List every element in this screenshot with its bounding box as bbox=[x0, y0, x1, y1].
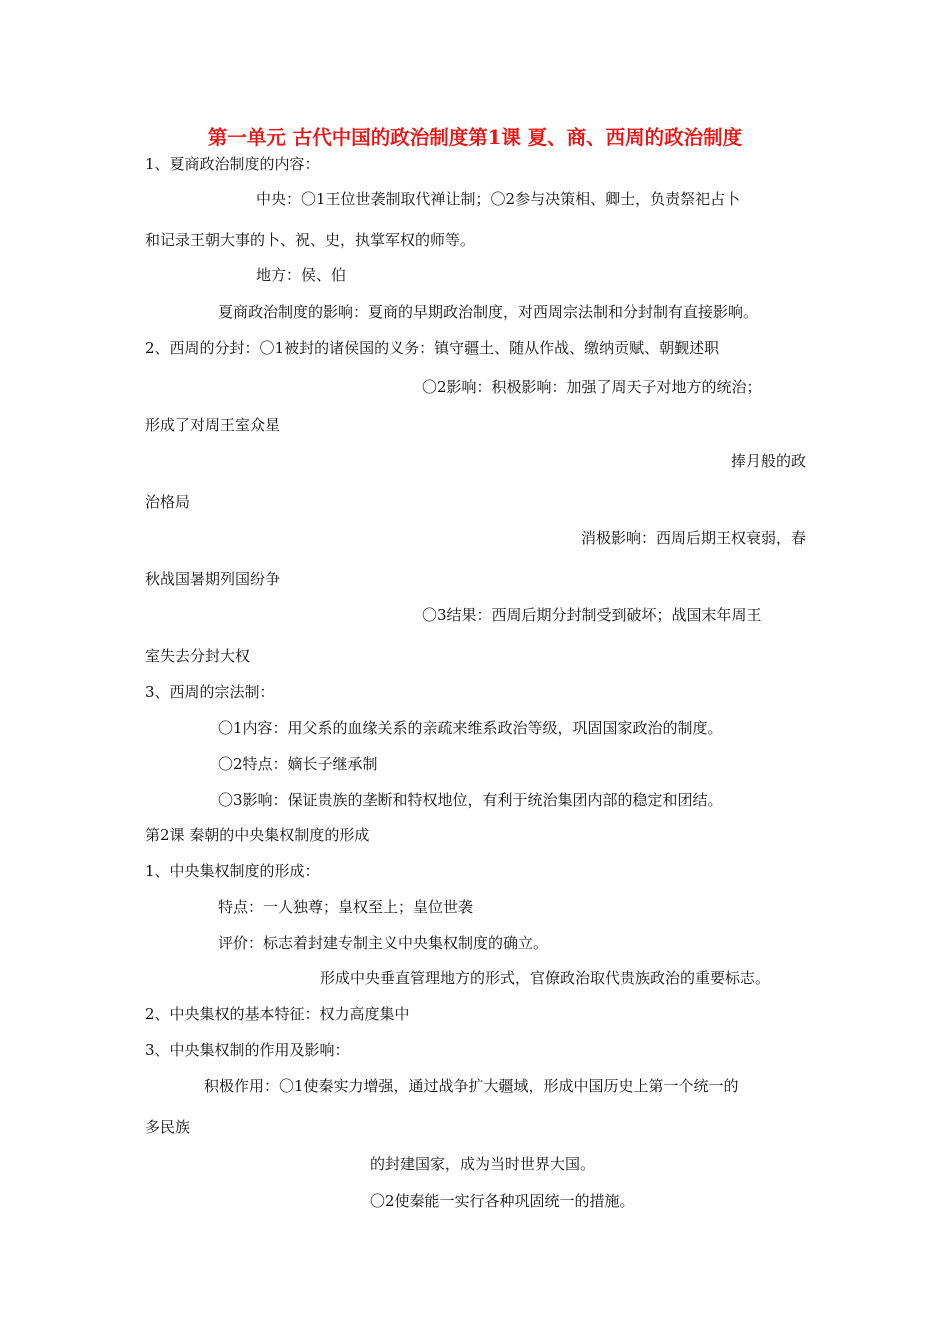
text-line: 消极影响：西周后期王权衰弱，春 bbox=[580, 529, 806, 547]
text-line: 〇2特点：嫡长子继承制 bbox=[218, 755, 378, 773]
text-line: 2、西周的分封：〇1被封的诸侯国的义务：镇守疆土、随从作战、缴纳贡赋、朝觐述职 bbox=[145, 339, 720, 357]
text-line: 形成中央垂直管理地方的形式，官僚政治取代贵族政治的重要标志。 bbox=[320, 969, 771, 987]
text-line: 的封建国家，成为当时世界大国。 bbox=[370, 1155, 596, 1173]
text-line: 治格局 bbox=[145, 493, 191, 511]
document-title: 第一单元 古代中国的政治制度第1课 夏、商、西周的政治制度 bbox=[207, 126, 743, 149]
text-line: 2、中央集权的基本特征：权力高度集中 bbox=[145, 1005, 410, 1023]
text-line: 3、中央集权制的作用及影响： bbox=[145, 1041, 350, 1059]
text-line: 3、西周的宗法制： bbox=[145, 683, 275, 701]
text-line: 地方：侯、伯 bbox=[256, 266, 347, 284]
text-line: 评价：标志着封建专制主义中央集权制度的确立。 bbox=[218, 934, 549, 952]
text-line: 〇1内容：用父系的血缘关系的亲疏来维系政治等级，巩固国家政治的制度。 bbox=[218, 719, 723, 737]
text-line: 中央：〇1王位世袭制取代禅让制；〇2参与决策相、卿士，负责祭祀占卜 bbox=[256, 190, 741, 208]
text-line: 多民族 bbox=[145, 1118, 191, 1136]
text-line: 特点：一人独尊；皇权至上；皇位世袭 bbox=[218, 898, 474, 916]
text-line: 〇3影响：保证贵族的垄断和特权地位，有利于统治集团内部的稳定和团结。 bbox=[218, 791, 723, 809]
text-line: 形成了对周王室众星 bbox=[145, 416, 281, 434]
text-line: 捧月般的政 bbox=[730, 452, 806, 470]
text-line: 积极作用：〇1使秦实力增强，通过战争扩大疆域，形成中国历史上第一个统一的 bbox=[204, 1077, 739, 1095]
text-line: 〇2使秦能一实行各种巩固统一的措施。 bbox=[370, 1192, 635, 1210]
text-line: 和记录王朝大事的卜、祝、史，执掌军权的师等。 bbox=[145, 231, 476, 249]
text-line: 秋战国暑期列国纷争 bbox=[145, 570, 281, 588]
text-line: 第2课 秦朝的中央集权制度的形成 bbox=[145, 826, 370, 844]
text-line: 夏商政治制度的影响：夏商的早期政治制度，对西周宗法制和分封制有直接影响。 bbox=[218, 303, 759, 321]
text-line: 〇3结果：西周后期分封制受到破坏；战国末年周王 bbox=[422, 606, 762, 624]
text-line: 室失去分封大权 bbox=[145, 647, 251, 665]
text-line: 1、中央集权制度的形成： bbox=[145, 862, 320, 880]
text-line: 〇2影响：积极影响：加强了周天子对地方的统治； bbox=[422, 378, 762, 396]
text-line: 1、夏商政治制度的内容： bbox=[145, 155, 320, 173]
